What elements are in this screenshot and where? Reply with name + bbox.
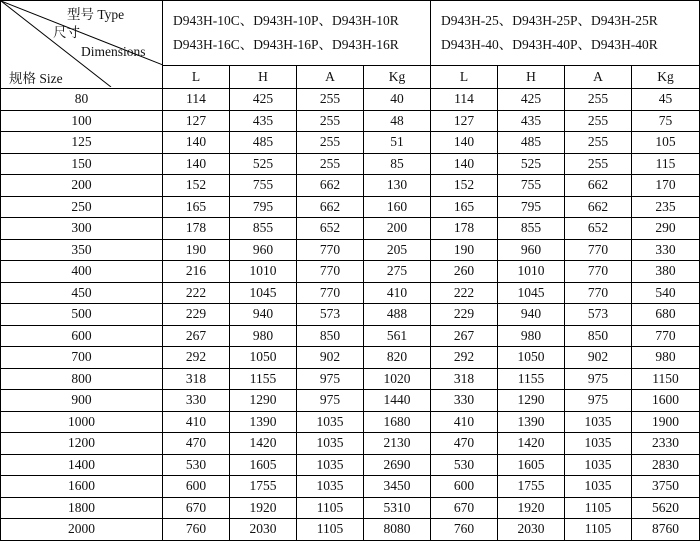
model-group-1-line-1: D943H-10C、D943H-10P、D943H-10R bbox=[173, 13, 399, 28]
table-row bbox=[1, 476, 700, 498]
value-cell: 1900 bbox=[632, 411, 700, 433]
size-cell: 250 bbox=[1, 196, 163, 218]
value-cell: 255 bbox=[565, 132, 632, 154]
value-cell: 525 bbox=[230, 153, 297, 175]
value-cell: 855 bbox=[230, 218, 297, 240]
column-header: Kg bbox=[632, 66, 700, 89]
value-cell: 2830 bbox=[632, 454, 700, 476]
value-cell: 255 bbox=[565, 153, 632, 175]
value-cell: 662 bbox=[297, 175, 364, 197]
model-group-2 bbox=[431, 1, 700, 66]
value-cell: 1035 bbox=[565, 454, 632, 476]
value-cell: 600 bbox=[163, 476, 230, 498]
value-cell: 48 bbox=[364, 110, 431, 132]
table-row bbox=[1, 390, 700, 412]
value-cell: 267 bbox=[163, 325, 230, 347]
value-cell: 1605 bbox=[230, 454, 297, 476]
value-cell: 1920 bbox=[230, 497, 297, 519]
value-cell: 178 bbox=[431, 218, 498, 240]
table-row bbox=[1, 454, 700, 476]
table-row bbox=[1, 411, 700, 433]
value-cell: 573 bbox=[565, 304, 632, 326]
value-cell: 670 bbox=[163, 497, 230, 519]
value-cell: 114 bbox=[431, 89, 498, 111]
column-header: H bbox=[498, 66, 565, 89]
value-cell: 652 bbox=[297, 218, 364, 240]
value-cell: 573 bbox=[297, 304, 364, 326]
value-cell: 140 bbox=[163, 153, 230, 175]
value-cell: 140 bbox=[163, 132, 230, 154]
value-cell: 1045 bbox=[498, 282, 565, 304]
value-cell: 1150 bbox=[632, 368, 700, 390]
model-group-1 bbox=[163, 1, 431, 66]
size-cell: 900 bbox=[1, 390, 163, 412]
table-row bbox=[1, 304, 700, 326]
value-cell: 435 bbox=[230, 110, 297, 132]
value-cell: 115 bbox=[632, 153, 700, 175]
value-cell: 410 bbox=[364, 282, 431, 304]
value-cell: 975 bbox=[297, 390, 364, 412]
value-cell: 5620 bbox=[632, 497, 700, 519]
value-cell: 975 bbox=[297, 368, 364, 390]
value-cell: 255 bbox=[565, 89, 632, 111]
value-cell: 1105 bbox=[565, 519, 632, 541]
table-row bbox=[1, 239, 700, 261]
value-cell: 425 bbox=[498, 89, 565, 111]
value-cell: 975 bbox=[565, 390, 632, 412]
size-cell: 80 bbox=[1, 89, 163, 111]
value-cell: 530 bbox=[163, 454, 230, 476]
size-cell: 600 bbox=[1, 325, 163, 347]
value-cell: 1105 bbox=[297, 519, 364, 541]
value-cell: 525 bbox=[498, 153, 565, 175]
column-header: Kg bbox=[364, 66, 431, 89]
value-cell: 960 bbox=[498, 239, 565, 261]
value-cell: 140 bbox=[431, 132, 498, 154]
value-cell: 855 bbox=[498, 218, 565, 240]
value-cell: 902 bbox=[565, 347, 632, 369]
value-cell: 152 bbox=[431, 175, 498, 197]
table-row bbox=[1, 261, 700, 283]
size-cell: 150 bbox=[1, 153, 163, 175]
table-row bbox=[1, 153, 700, 175]
value-cell: 380 bbox=[632, 261, 700, 283]
size-cell: 500 bbox=[1, 304, 163, 326]
value-cell: 267 bbox=[431, 325, 498, 347]
value-cell: 127 bbox=[431, 110, 498, 132]
value-cell: 850 bbox=[297, 325, 364, 347]
dimensions-label-en: Dimensions bbox=[81, 44, 146, 59]
value-cell: 5310 bbox=[364, 497, 431, 519]
table-row bbox=[1, 89, 700, 111]
value-cell: 85 bbox=[364, 153, 431, 175]
size-cell: 300 bbox=[1, 218, 163, 240]
table-row bbox=[1, 132, 700, 154]
value-cell: 1290 bbox=[498, 390, 565, 412]
value-cell: 190 bbox=[163, 239, 230, 261]
value-cell: 1440 bbox=[364, 390, 431, 412]
value-cell: 760 bbox=[431, 519, 498, 541]
value-cell: 2690 bbox=[364, 454, 431, 476]
value-cell: 75 bbox=[632, 110, 700, 132]
value-cell: 2030 bbox=[498, 519, 565, 541]
size-label: 规格 Size bbox=[9, 71, 63, 86]
header-row-models bbox=[1, 1, 700, 66]
value-cell: 105 bbox=[632, 132, 700, 154]
value-cell: 160 bbox=[364, 196, 431, 218]
value-cell: 485 bbox=[230, 132, 297, 154]
size-cell: 1800 bbox=[1, 497, 163, 519]
value-cell: 130 bbox=[364, 175, 431, 197]
value-cell: 292 bbox=[163, 347, 230, 369]
value-cell: 200 bbox=[364, 218, 431, 240]
value-cell: 2030 bbox=[230, 519, 297, 541]
value-cell: 45 bbox=[632, 89, 700, 111]
column-header: L bbox=[163, 66, 230, 89]
value-cell: 190 bbox=[431, 239, 498, 261]
value-cell: 755 bbox=[498, 175, 565, 197]
value-cell: 1035 bbox=[565, 476, 632, 498]
value-cell: 51 bbox=[364, 132, 431, 154]
column-header: A bbox=[565, 66, 632, 89]
value-cell: 8080 bbox=[364, 519, 431, 541]
size-cell: 125 bbox=[1, 132, 163, 154]
value-cell: 140 bbox=[431, 153, 498, 175]
value-cell: 1105 bbox=[565, 497, 632, 519]
value-cell: 662 bbox=[565, 196, 632, 218]
value-cell: 170 bbox=[632, 175, 700, 197]
value-cell: 680 bbox=[632, 304, 700, 326]
table-row bbox=[1, 196, 700, 218]
value-cell: 670 bbox=[431, 497, 498, 519]
value-cell: 770 bbox=[297, 261, 364, 283]
table-row bbox=[1, 368, 700, 390]
value-cell: 1050 bbox=[230, 347, 297, 369]
value-cell: 960 bbox=[230, 239, 297, 261]
type-label: 型号 Type bbox=[67, 7, 125, 22]
value-cell: 561 bbox=[364, 325, 431, 347]
value-cell: 318 bbox=[163, 368, 230, 390]
value-cell: 235 bbox=[632, 196, 700, 218]
value-cell: 229 bbox=[431, 304, 498, 326]
value-cell: 1010 bbox=[230, 261, 297, 283]
size-cell: 800 bbox=[1, 368, 163, 390]
value-cell: 1155 bbox=[230, 368, 297, 390]
value-cell: 410 bbox=[163, 411, 230, 433]
value-cell: 485 bbox=[498, 132, 565, 154]
value-cell: 1050 bbox=[498, 347, 565, 369]
value-cell: 275 bbox=[364, 261, 431, 283]
value-cell: 1420 bbox=[230, 433, 297, 455]
value-cell: 1600 bbox=[632, 390, 700, 412]
size-cell: 200 bbox=[1, 175, 163, 197]
value-cell: 3750 bbox=[632, 476, 700, 498]
value-cell: 975 bbox=[565, 368, 632, 390]
value-cell: 470 bbox=[431, 433, 498, 455]
value-cell: 760 bbox=[163, 519, 230, 541]
size-cell: 1200 bbox=[1, 433, 163, 455]
value-cell: 255 bbox=[565, 110, 632, 132]
size-cell: 400 bbox=[1, 261, 163, 283]
value-cell: 8760 bbox=[632, 519, 700, 541]
value-cell: 795 bbox=[230, 196, 297, 218]
table-row bbox=[1, 519, 700, 541]
model-group-2-line-1: D943H-25、D943H-25P、D943H-25R bbox=[441, 13, 658, 28]
value-cell: 330 bbox=[431, 390, 498, 412]
value-cell: 229 bbox=[163, 304, 230, 326]
value-cell: 410 bbox=[431, 411, 498, 433]
value-cell: 540 bbox=[632, 282, 700, 304]
value-cell: 1390 bbox=[498, 411, 565, 433]
value-cell: 1390 bbox=[230, 411, 297, 433]
value-cell: 127 bbox=[163, 110, 230, 132]
value-cell: 755 bbox=[230, 175, 297, 197]
value-cell: 255 bbox=[297, 89, 364, 111]
value-cell: 770 bbox=[297, 239, 364, 261]
value-cell: 1290 bbox=[230, 390, 297, 412]
table-row bbox=[1, 433, 700, 455]
model-group-2-line-2: D943H-40、D943H-40P、D943H-40R bbox=[441, 37, 658, 52]
table-row bbox=[1, 175, 700, 197]
value-cell: 1035 bbox=[297, 411, 364, 433]
value-cell: 330 bbox=[163, 390, 230, 412]
size-cell: 450 bbox=[1, 282, 163, 304]
table-row bbox=[1, 497, 700, 519]
value-cell: 770 bbox=[565, 261, 632, 283]
dimensions-label-cn: 尺寸 bbox=[53, 25, 80, 40]
value-cell: 1755 bbox=[230, 476, 297, 498]
value-cell: 770 bbox=[297, 282, 364, 304]
table-row bbox=[1, 218, 700, 240]
value-cell: 940 bbox=[230, 304, 297, 326]
value-cell: 1755 bbox=[498, 476, 565, 498]
value-cell: 205 bbox=[364, 239, 431, 261]
table-row bbox=[1, 110, 700, 132]
value-cell: 902 bbox=[297, 347, 364, 369]
value-cell: 3450 bbox=[364, 476, 431, 498]
value-cell: 770 bbox=[565, 282, 632, 304]
value-cell: 600 bbox=[431, 476, 498, 498]
value-cell: 318 bbox=[431, 368, 498, 390]
value-cell: 1020 bbox=[364, 368, 431, 390]
value-cell: 1920 bbox=[498, 497, 565, 519]
value-cell: 1680 bbox=[364, 411, 431, 433]
value-cell: 1010 bbox=[498, 261, 565, 283]
value-cell: 1155 bbox=[498, 368, 565, 390]
value-cell: 152 bbox=[163, 175, 230, 197]
value-cell: 980 bbox=[632, 347, 700, 369]
value-cell: 425 bbox=[230, 89, 297, 111]
value-cell: 40 bbox=[364, 89, 431, 111]
value-cell: 820 bbox=[364, 347, 431, 369]
value-cell: 1035 bbox=[565, 411, 632, 433]
value-cell: 795 bbox=[498, 196, 565, 218]
value-cell: 222 bbox=[163, 282, 230, 304]
value-cell: 1035 bbox=[297, 476, 364, 498]
size-cell: 350 bbox=[1, 239, 163, 261]
value-cell: 1105 bbox=[297, 497, 364, 519]
value-cell: 260 bbox=[431, 261, 498, 283]
value-cell: 435 bbox=[498, 110, 565, 132]
value-cell: 2130 bbox=[364, 433, 431, 455]
value-cell: 114 bbox=[163, 89, 230, 111]
table-row bbox=[1, 347, 700, 369]
value-cell: 1035 bbox=[297, 454, 364, 476]
value-cell: 255 bbox=[297, 153, 364, 175]
value-cell: 980 bbox=[230, 325, 297, 347]
value-cell: 530 bbox=[431, 454, 498, 476]
value-cell: 255 bbox=[297, 110, 364, 132]
value-cell: 1035 bbox=[565, 433, 632, 455]
size-cell: 100 bbox=[1, 110, 163, 132]
value-cell: 770 bbox=[565, 239, 632, 261]
table-row bbox=[1, 282, 700, 304]
value-cell: 216 bbox=[163, 261, 230, 283]
value-cell: 770 bbox=[632, 325, 700, 347]
value-cell: 470 bbox=[163, 433, 230, 455]
column-header: A bbox=[297, 66, 364, 89]
table-row bbox=[1, 325, 700, 347]
size-cell: 700 bbox=[1, 347, 163, 369]
value-cell: 980 bbox=[498, 325, 565, 347]
column-header: L bbox=[431, 66, 498, 89]
value-cell: 1045 bbox=[230, 282, 297, 304]
column-header: H bbox=[230, 66, 297, 89]
value-cell: 292 bbox=[431, 347, 498, 369]
value-cell: 330 bbox=[632, 239, 700, 261]
value-cell: 165 bbox=[431, 196, 498, 218]
value-cell: 488 bbox=[364, 304, 431, 326]
value-cell: 850 bbox=[565, 325, 632, 347]
model-group-1-line-2: D943H-16C、D943H-16P、D943H-16R bbox=[173, 37, 399, 52]
value-cell: 178 bbox=[163, 218, 230, 240]
value-cell: 662 bbox=[297, 196, 364, 218]
value-cell: 290 bbox=[632, 218, 700, 240]
value-cell: 165 bbox=[163, 196, 230, 218]
value-cell: 1035 bbox=[297, 433, 364, 455]
value-cell: 255 bbox=[297, 132, 364, 154]
value-cell: 222 bbox=[431, 282, 498, 304]
size-cell: 1000 bbox=[1, 411, 163, 433]
size-cell: 1400 bbox=[1, 454, 163, 476]
value-cell: 662 bbox=[565, 175, 632, 197]
size-cell: 1600 bbox=[1, 476, 163, 498]
size-cell: 2000 bbox=[1, 519, 163, 541]
value-cell: 1420 bbox=[498, 433, 565, 455]
value-cell: 2330 bbox=[632, 433, 700, 455]
corner-header-cell bbox=[1, 1, 163, 89]
value-cell: 940 bbox=[498, 304, 565, 326]
value-cell: 1605 bbox=[498, 454, 565, 476]
value-cell: 652 bbox=[565, 218, 632, 240]
